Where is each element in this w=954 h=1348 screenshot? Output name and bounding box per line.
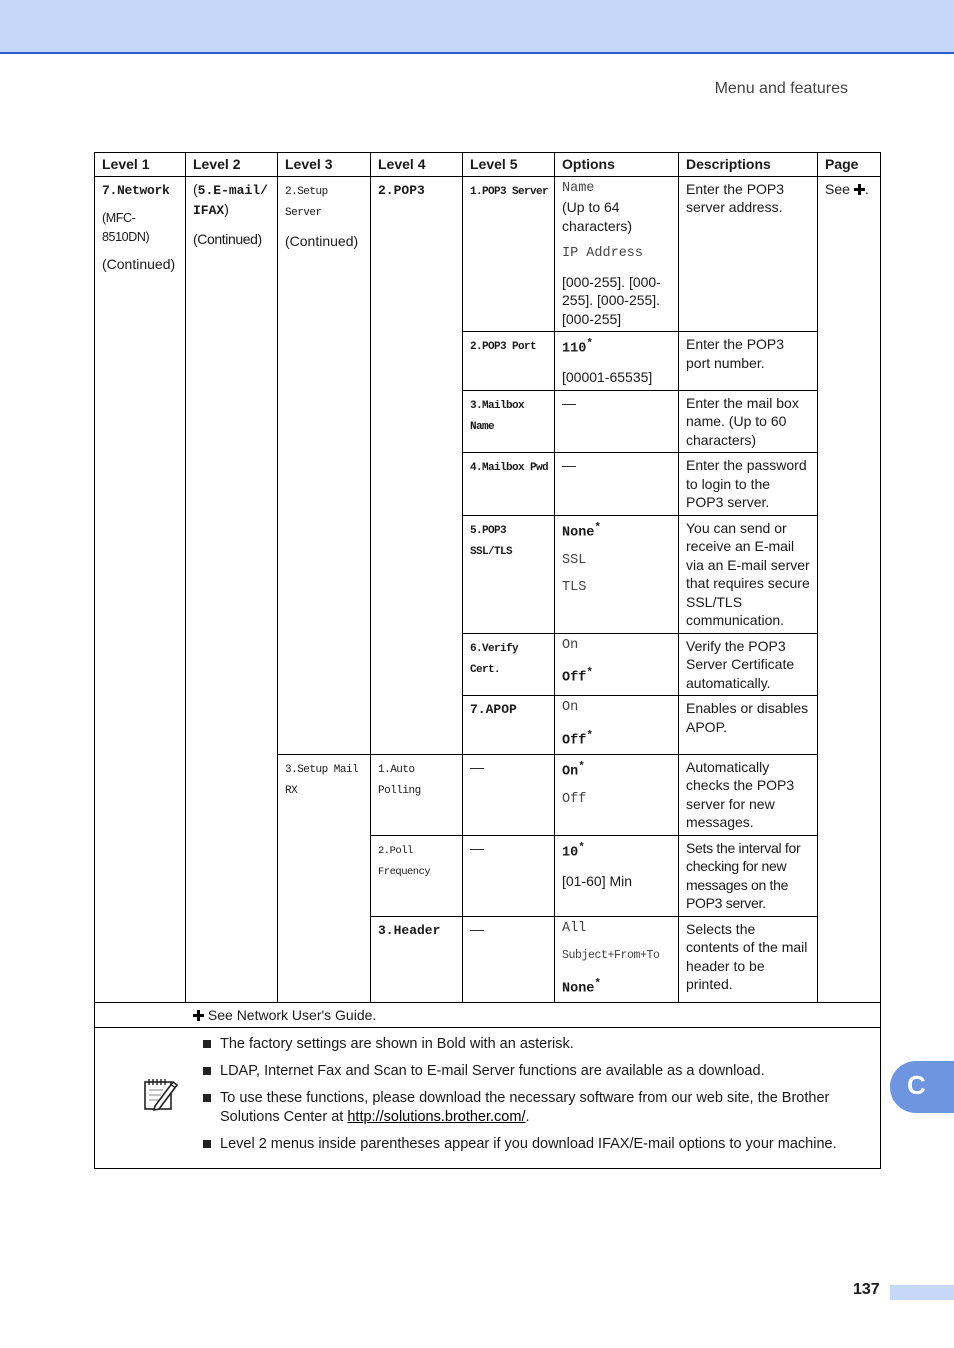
level1-cell xyxy=(95,176,186,1002)
level3-name: 3.Setup Mail RX xyxy=(285,763,359,797)
level1-name: 7.Network xyxy=(102,182,170,198)
option-value: Off xyxy=(562,791,587,807)
description-cell: Enter the password to login to the POP3 server. xyxy=(679,453,818,516)
option-value: SSL xyxy=(562,552,587,568)
col-header: Page xyxy=(818,153,881,177)
see-label: See xyxy=(825,180,850,197)
option-value: All xyxy=(562,920,587,936)
level5-cell: — xyxy=(463,754,555,835)
level5-cell: — xyxy=(463,835,555,916)
table-row xyxy=(95,176,881,332)
option-default: 10 xyxy=(562,845,579,860)
menu-table xyxy=(94,152,881,1169)
note-text: . xyxy=(525,1109,530,1125)
note-cell xyxy=(95,1028,881,1169)
level5-cell xyxy=(463,176,555,332)
default-asterisk: * xyxy=(586,729,593,742)
level5-cell xyxy=(463,696,555,755)
level3-cell xyxy=(278,754,371,1002)
col-header: Options xyxy=(555,153,679,177)
note-list xyxy=(95,1028,880,1168)
col-header: Level 4 xyxy=(371,153,463,177)
col-header: Level 2 xyxy=(186,153,278,177)
level5-cell xyxy=(463,332,555,391)
option-default: 110 xyxy=(562,341,587,357)
options-cell xyxy=(555,176,679,332)
cross-reference-icon xyxy=(854,184,865,195)
description-cell: Selects the contents of the mail header to be printed. xyxy=(679,916,818,1002)
options-cell xyxy=(555,754,679,835)
options-cell xyxy=(555,515,679,633)
cross-reference-icon xyxy=(193,1010,204,1021)
level2-close-paren: ) xyxy=(224,201,229,217)
description-cell: Enter the mail box name. (Up to 60 characters) xyxy=(679,390,818,453)
note-item xyxy=(203,1089,850,1127)
option-default: On xyxy=(562,764,579,779)
footnote-cell xyxy=(95,1002,881,1028)
note-item: LDAP, Internet Fax and Scan to E-mail Server functions are available as a download. xyxy=(203,1062,850,1081)
option-value: TLS xyxy=(562,580,587,595)
page-cell: See . xyxy=(818,176,881,1002)
running-header: Menu and features xyxy=(714,80,848,97)
option-note: (Up to 64 characters) xyxy=(562,199,633,234)
option-value: On xyxy=(562,700,579,715)
level4-cell xyxy=(371,835,463,916)
default-asterisk: * xyxy=(578,760,585,773)
level4-cell xyxy=(371,176,463,754)
default-asterisk: * xyxy=(586,667,593,679)
level5-name: 6.Verify Cert. xyxy=(470,642,519,676)
options-cell xyxy=(555,916,679,1002)
note-item: The factory settings are shown in Bold with an asterisk. xyxy=(203,1035,850,1054)
level2-cell xyxy=(186,176,278,1002)
default-asterisk: * xyxy=(578,841,585,854)
default-asterisk: * xyxy=(586,338,593,350)
level5-cell xyxy=(463,515,555,633)
description-cell: Enter the POP3 server address. xyxy=(679,176,818,332)
level5-cell: — xyxy=(463,916,555,1002)
description-cell: Enables or disables APOP. xyxy=(679,696,818,755)
level4-name: 2.Poll Frequency xyxy=(378,844,431,878)
description-cell: Sets the interval for checking for new messages on the POP3 server. xyxy=(679,835,818,916)
option-value: IP Address xyxy=(562,246,644,261)
level2-name: 5.E-mail/ IFAX xyxy=(193,182,268,218)
col-header: Descriptions xyxy=(679,153,818,177)
level5-name: 4.Mailbox Pwd xyxy=(470,462,549,474)
level3-continued: (Continued) xyxy=(285,232,359,249)
default-asterisk: * xyxy=(594,521,602,534)
note-row xyxy=(95,1028,881,1169)
option-value: Name xyxy=(562,180,595,196)
level4-cell xyxy=(371,754,463,835)
level4-cell xyxy=(371,916,463,1002)
level4-name: 3.Header xyxy=(378,922,441,938)
appendix-tab xyxy=(890,1061,954,1113)
options-cell xyxy=(555,696,679,755)
footnote-row xyxy=(95,1002,881,1028)
level2-open-paren: ( xyxy=(193,180,198,197)
options-cell: — xyxy=(555,453,679,516)
level5-cell xyxy=(463,390,555,453)
level5-name: 1.POP3 Server xyxy=(470,185,549,198)
option-range: [00001-65535] xyxy=(562,369,653,385)
level4-name: 1.Auto Polling xyxy=(378,763,421,797)
header-band xyxy=(0,0,954,54)
level1-model: (MFC-8510DN) xyxy=(102,211,150,244)
level5-name: 7.APOP xyxy=(470,702,517,717)
option-range: [01-60] Min xyxy=(562,872,633,889)
description-cell: You can send or receive an E-mail via an E-mail server that requires secure SSL/TLS communication. xyxy=(679,515,818,633)
description-cell: Automatically checks the POP3 server for new messages. xyxy=(679,754,818,835)
level5-name: 5.POP3 SSL/TLS xyxy=(470,524,513,558)
page-number-bar xyxy=(890,1285,954,1300)
level1-continued: (Continued) xyxy=(102,256,176,272)
level2-continued: (Continued) xyxy=(193,230,262,247)
default-asterisk: * xyxy=(594,977,602,990)
option-value: On xyxy=(562,637,579,653)
description-cell: Verify the POP3 Server Certificate automatically. xyxy=(679,633,818,696)
option-default: None xyxy=(562,981,595,996)
option-default: Off xyxy=(562,733,587,748)
options-cell xyxy=(555,332,679,391)
col-header: Level 3 xyxy=(278,153,371,177)
footnote-text: See Network User's Guide. xyxy=(207,1006,377,1023)
level5-name: 3.Mailbox Name xyxy=(470,399,525,433)
option-default: Off xyxy=(562,670,587,686)
note-item: Level 2 menus inside parentheses appear if you download IFAX/E-mail options to your machine. xyxy=(203,1135,850,1154)
note-pencil-icon xyxy=(143,1076,179,1112)
col-header: Level 1 xyxy=(95,153,186,177)
level5-cell xyxy=(463,453,555,516)
appendix-tab-label: C xyxy=(907,1070,926,1100)
note-text: To use these functions, please download the necessary software from our web site, the Brother Solutions Center at xyxy=(220,1090,830,1125)
page-number: 137 xyxy=(853,1281,880,1298)
level5-cell xyxy=(463,633,555,696)
options-cell: — xyxy=(555,390,679,453)
option-range: [000-255]. [000-255]. [000-255]. [000-255] xyxy=(562,273,661,327)
level3-name: 2.Setup Server xyxy=(285,185,328,219)
level3-cell xyxy=(278,176,371,754)
col-header: Level 5 xyxy=(463,153,555,177)
option-default: None xyxy=(562,525,595,540)
table-header-row xyxy=(95,153,881,177)
level5-name: 2.POP3 Port xyxy=(470,341,537,353)
brother-solutions-link[interactable]: http://solutions.brother.com/ xyxy=(347,1109,526,1125)
option-value: Subject+From+To xyxy=(562,949,660,962)
options-cell xyxy=(555,633,679,696)
options-cell xyxy=(555,835,679,916)
description-cell: Enter the POP3 port number. xyxy=(679,332,818,391)
level4-name: 2.POP3 xyxy=(378,182,425,198)
